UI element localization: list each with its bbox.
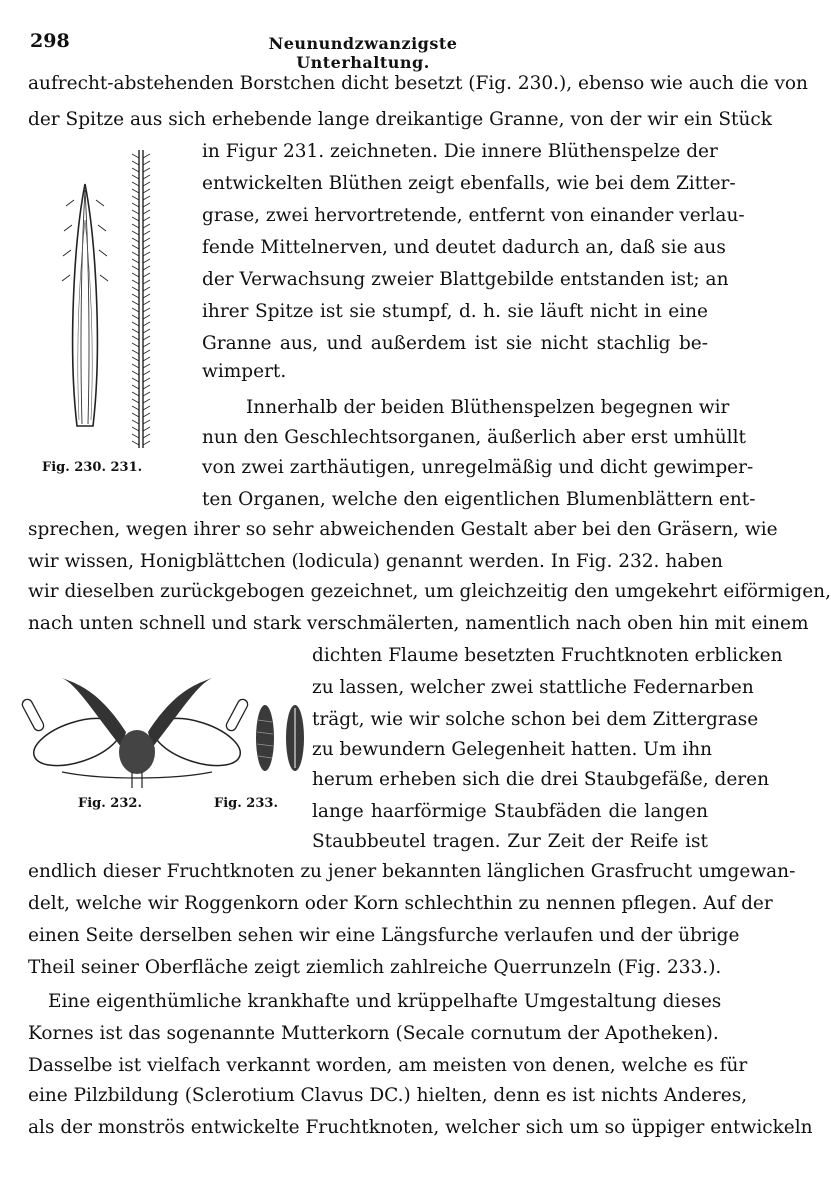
text-line: sprechen, wegen ihrer so sehr abweichenden Gestalt aber bei den Gräsern, wie xyxy=(28,519,778,540)
text-line: einen Seite derselben sehen wir eine Längsfurche verlaufen und der übrige xyxy=(28,925,740,946)
text-line: Kornes ist das sogenannte Mutterkorn (Secale cornutum der Apotheken). xyxy=(28,1023,719,1044)
text-line: dichten Flaume besetzten Fruchtknoten erblicken xyxy=(312,645,783,666)
text-line: wir dieselben zurückgebogen gezeichnet, um gleichzeitig den umgekehrt eiförmigen, xyxy=(28,581,831,602)
text-line: herum erheben sich die drei Staubgefäße, deren xyxy=(312,769,769,790)
text-line: als der monströs entwickelte Fruchtknoten, welcher sich um so üppiger entwickeln xyxy=(28,1117,813,1138)
text-line: Theil seiner Oberfläche zeigt ziemlich zahlreiche Querrunzeln (Fig. 233.). xyxy=(28,957,722,978)
text-line: delt, welche wir Roggenkorn oder Korn schlechthin zu nennen pflegen. Auf der xyxy=(28,893,773,914)
text-line: fende Mittelnerven, und deutet dadurch an, daß sie aus xyxy=(202,237,726,258)
text-line: trägt, wie wir solche schon bei dem Zittergrase xyxy=(312,709,759,730)
figure-233-caption: Fig. 233. xyxy=(214,796,278,811)
text-line: entwickelten Blüthen zeigt ebenfalls, wie bei dem Zitter- xyxy=(202,173,736,194)
text-line: ten Organen, welche den eigentlichen Blumenblättern ent- xyxy=(202,489,756,510)
text-line: zu lassen, welcher zwei stattliche Federnarben xyxy=(312,677,754,698)
figure-232-caption: Fig. 232. xyxy=(78,796,142,811)
text-line: endlich dieser Fruchtknoten zu jener bekannten länglichen Grasfrucht umgewan- xyxy=(28,861,796,882)
text-line: grase, zwei hervortretende, entfernt von einander verlau- xyxy=(202,205,745,226)
paragraph-start: Innerhalb der beiden Blüthenspelzen begegnen wir xyxy=(246,397,730,418)
text-line: der Spitze aus sich erhebende lange dreikantige Granne, von der wir ein Stück xyxy=(28,109,772,130)
page-header xyxy=(18,30,708,72)
text-line: wimpert. xyxy=(202,361,287,382)
text-line: lange haarförmige Staubfäden die langen xyxy=(312,801,708,822)
text-line: nach unten schnell und stark verschmälerten, namentlich nach oben hin mit einem xyxy=(28,613,809,634)
text-line: der Verwachsung zweier Blattgebilde entstanden ist; an xyxy=(202,269,729,290)
figure-233-grains xyxy=(248,700,312,780)
text-line: eine Pilzbildung (Sclerotium Clavus DC.) hielten, denn es ist nichts Anderes, xyxy=(28,1085,748,1106)
figure-230-inner-glume xyxy=(60,180,110,435)
text-line: Dasselbe ist vielfach verkannt worden, am meisten von denen, welche es für xyxy=(28,1055,748,1076)
text-line: aufrecht-abstehenden Borstchen dicht besetzt (Fig. 230.), ebenso wie auch die von xyxy=(28,73,808,94)
figure-232-flower xyxy=(22,660,252,790)
text-line: nun den Geschlechtsorganen, äußerlich aber erst umhüllt xyxy=(202,427,746,448)
figure-231-awn xyxy=(126,148,156,453)
page-number: 298 xyxy=(30,30,70,52)
running-title: Neunundzwanzigste Unterhaltung. xyxy=(268,34,458,72)
text-line: Staubbeutel tragen. Zur Zeit der Reife ist xyxy=(312,831,708,852)
text-line: zu bewundern Gelegenheit hatten. Um ihn xyxy=(312,739,713,760)
paragraph-start: Eine eigenthümliche krankhafte und krüppelhafte Umgestaltung dieses xyxy=(48,991,722,1012)
text-line: wir wissen, Honigblättchen (lodicula) genannt werden. In Fig. 232. haben xyxy=(28,551,723,572)
text-line: ihrer Spitze ist sie stumpf, d. h. sie läuft nicht in eine xyxy=(202,301,708,322)
text-line: von zwei zarthäutigen, unregelmäßig und dicht gewimper- xyxy=(202,457,754,478)
figure-230-231-caption: Fig. 230. 231. xyxy=(42,460,143,475)
text-line: in Figur 231. zeichneten. Die innere Blüthenspelze der xyxy=(202,141,718,162)
text-line: Granne aus, und außerdem ist sie nicht stachlig be- xyxy=(202,333,708,354)
